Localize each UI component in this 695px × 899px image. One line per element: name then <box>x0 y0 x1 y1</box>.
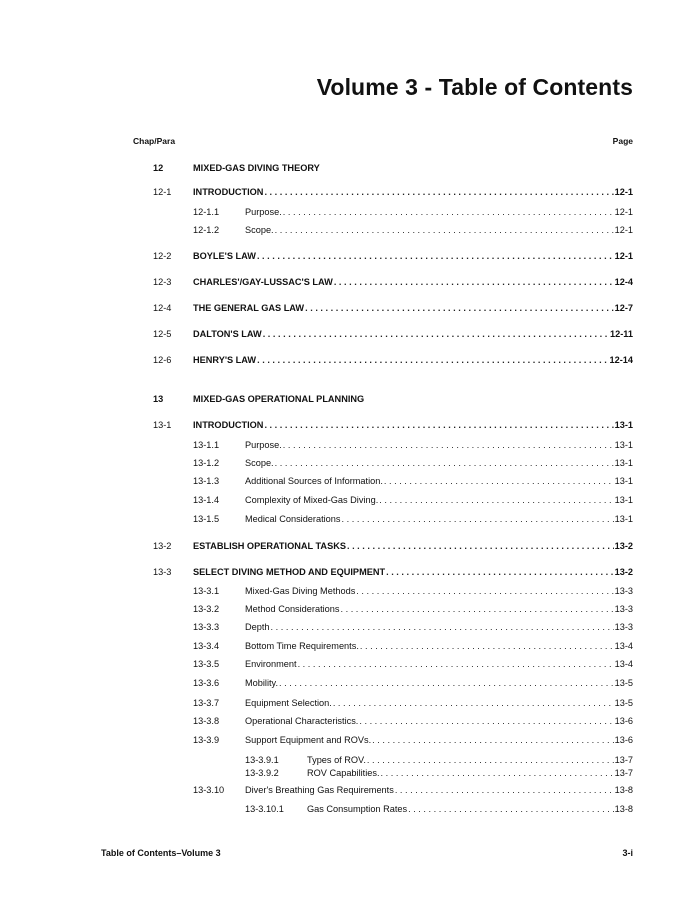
toc-entry-title: Environment <box>245 659 297 669</box>
toc-entry-title: Depth <box>245 622 270 632</box>
toc-number: 12-6 <box>153 355 172 365</box>
toc-entry[interactable] <box>193 419 633 431</box>
chapter-title: MIXED-GAS DIVING THEORY <box>193 163 320 173</box>
dot-leader <box>359 715 613 727</box>
dot-leader <box>408 803 614 815</box>
dot-leader <box>395 784 614 796</box>
toc-entry-title: Support Equipment and ROVs. <box>245 735 372 745</box>
dot-leader <box>372 734 613 746</box>
dot-leader <box>334 276 614 288</box>
toc-entry-title: Method Considerations <box>245 604 340 614</box>
toc-entry-title: INTRODUCTION <box>193 187 264 197</box>
dot-leader <box>275 457 614 469</box>
dot-leader <box>263 328 609 340</box>
toc-number: 13-3.2 <box>193 604 220 614</box>
toc-number: 12-2 <box>153 251 172 261</box>
toc-entry-title: Gas Consumption Rates <box>307 804 408 814</box>
toc-number: 13-3.8 <box>193 716 220 726</box>
toc-entry[interactable] <box>245 457 633 469</box>
toc-number: 13-3.10 <box>193 785 225 795</box>
toc-page-number: 13-8 <box>614 804 633 814</box>
toc-entry[interactable] <box>245 677 633 689</box>
toc-number: 13-1 <box>153 420 172 430</box>
toc-entry-title: ROV Capabilities. <box>307 768 380 778</box>
dot-leader <box>283 439 614 451</box>
dot-leader <box>275 224 614 236</box>
toc-page-number: 13-3 <box>614 604 633 614</box>
toc-entry-title: SELECT DIVING METHOD AND EQUIPMENT <box>193 567 386 577</box>
toc-entry[interactable] <box>193 250 633 262</box>
toc-entry[interactable] <box>307 767 633 779</box>
dot-leader <box>298 658 614 670</box>
toc-number: 13-3.9.1 <box>245 755 279 765</box>
toc-number: 13-3.9 <box>193 735 220 745</box>
toc-page-number: 13-7 <box>614 755 633 765</box>
column-header-chap-para: Chap/Para <box>133 136 176 146</box>
toc-number: 13-1.4 <box>193 495 220 505</box>
toc-number: 13-3.5 <box>193 659 220 669</box>
toc-entry[interactable] <box>245 621 633 633</box>
toc-entry-title: Mobility. <box>245 678 279 688</box>
toc-number: 13-1.5 <box>193 514 220 524</box>
toc-page-number: 12-11 <box>610 329 633 339</box>
toc-entry[interactable] <box>245 206 633 218</box>
toc-number: 12-4 <box>153 303 172 313</box>
dot-leader <box>360 640 614 652</box>
toc-entry[interactable] <box>245 640 633 652</box>
dot-leader <box>386 566 614 578</box>
toc-page-number: 13-1 <box>614 440 633 450</box>
toc-page-number: 13-5 <box>614 698 633 708</box>
toc-entry[interactable] <box>245 697 633 709</box>
toc-entry-title: CHARLES'/GAY-LUSSAC'S LAW <box>193 277 333 287</box>
toc-page-number: 13-1 <box>614 514 633 524</box>
toc-entry-title: DALTON'S LAW <box>193 329 262 339</box>
toc-number: 13-3 <box>153 567 172 577</box>
toc-entry[interactable] <box>245 734 633 746</box>
toc-entry-title: Purpose. <box>245 207 282 217</box>
toc-number: 12-1.1 <box>193 207 220 217</box>
dot-leader <box>342 513 614 525</box>
toc-entry[interactable] <box>245 224 633 236</box>
dot-leader <box>305 302 614 314</box>
dot-leader <box>356 585 613 597</box>
toc-entry-title: BOYLE'S LAW <box>193 251 256 261</box>
toc-entry[interactable] <box>193 328 633 340</box>
toc-entry[interactable] <box>245 494 633 506</box>
toc-entry[interactable] <box>245 513 633 525</box>
chapter-title: MIXED-GAS OPERATIONAL PLANNING <box>193 394 365 404</box>
toc-number: 13-1.2 <box>193 458 220 468</box>
toc-entry[interactable] <box>193 302 633 314</box>
toc-entry[interactable] <box>245 439 633 451</box>
toc-entry-title: Scope. <box>245 458 274 468</box>
toc-page-number: 12-1 <box>614 251 633 261</box>
toc-page-number: 13-1 <box>614 495 633 505</box>
toc-page-number: 13-5 <box>614 678 633 688</box>
toc-number: 13-3.4 <box>193 641 220 651</box>
toc-entry[interactable] <box>193 566 633 578</box>
toc-entry[interactable] <box>245 475 633 487</box>
dot-leader <box>257 354 608 366</box>
dot-leader <box>283 206 614 218</box>
dot-leader <box>264 419 613 431</box>
toc-page-number: 13-3 <box>614 622 633 632</box>
toc-page-number: 13-4 <box>614 659 633 669</box>
footer-page-number: 3-i <box>622 848 633 858</box>
toc-page-number: 13-1 <box>614 476 633 486</box>
footer-title: Table of Contents–Volume 3 <box>101 848 221 858</box>
dot-leader <box>333 697 614 709</box>
toc-entry-title: Bottom Time Requirements. <box>245 641 359 651</box>
column-header-page: Page <box>612 136 633 146</box>
toc-entry-title: Types of ROV. <box>307 755 366 765</box>
toc-entry[interactable] <box>193 186 633 198</box>
toc-entry-title: THE GENERAL GAS LAW <box>193 303 305 313</box>
toc-entry-title: Scope. <box>245 225 274 235</box>
toc-page-number: 13-1 <box>614 420 633 430</box>
toc-page-number: 13-1 <box>614 458 633 468</box>
toc-page-number: 12-7 <box>614 303 633 313</box>
dot-leader <box>384 475 614 487</box>
toc-entry[interactable] <box>245 603 633 615</box>
toc-entry-title: Equipment Selection. <box>245 698 332 708</box>
toc-page-number: 13-7 <box>614 768 633 778</box>
toc-number: 13-3.7 <box>193 698 220 708</box>
toc-number: 12-1 <box>153 187 172 197</box>
dot-leader <box>264 186 613 198</box>
toc-page-number: 13-6 <box>614 716 633 726</box>
toc-entry-title: HENRY'S LAW <box>193 355 257 365</box>
toc-number: 13-3.6 <box>193 678 220 688</box>
toc-page-number: 13-2 <box>614 567 633 577</box>
toc-page-number: 12-1 <box>614 207 633 217</box>
dot-leader <box>381 767 614 779</box>
toc-number: 13-3.9.2 <box>245 768 279 778</box>
toc-entry-title: Operational Characteristics. <box>245 716 359 726</box>
toc-entry-title: Complexity of Mixed-Gas Diving. <box>245 495 379 505</box>
dot-leader <box>367 754 614 766</box>
toc-number: 12-5 <box>153 329 172 339</box>
toc-entry[interactable] <box>245 585 633 597</box>
dot-leader <box>379 494 613 506</box>
toc-number: 13-3.1 <box>193 586 220 596</box>
toc-entry-title: Purpose. <box>245 440 282 450</box>
toc-entry-title: Mixed-Gas Diving Methods <box>245 586 356 596</box>
toc-number: 13-1.3 <box>193 476 220 486</box>
toc-entry[interactable] <box>193 276 633 288</box>
dot-leader <box>279 677 614 689</box>
toc-entry-title: ESTABLISH OPERATIONAL TASKS <box>193 541 346 551</box>
page-title: Volume 3 - Table of Contents <box>316 74 633 100</box>
toc-entry-title: Diver's Breathing Gas Requirements <box>245 785 394 795</box>
toc-number: 13-3.10.1 <box>245 804 284 814</box>
toc-number: 12-3 <box>153 277 172 287</box>
toc-page-number: 13-2 <box>614 541 633 551</box>
toc-number: 13-1.1 <box>193 440 220 450</box>
toc-number: 13 <box>153 394 164 404</box>
toc-entry[interactable] <box>307 754 633 766</box>
dot-leader <box>347 540 614 552</box>
toc-entry[interactable] <box>245 784 633 796</box>
toc-entry-title: Additional Sources of Information. <box>245 476 383 486</box>
toc-number: 12 <box>153 163 164 173</box>
toc-number: 13-3.3 <box>193 622 220 632</box>
toc-entry[interactable] <box>193 540 633 552</box>
toc-page-number: 13-3 <box>614 586 633 596</box>
toc-number: 12-1.2 <box>193 225 220 235</box>
toc-page-number: 12-1 <box>614 187 633 197</box>
toc-page-number: 12-14 <box>609 355 633 365</box>
toc-page-number: 12-4 <box>614 277 633 287</box>
toc-entry-title: Medical Considerations <box>245 514 341 524</box>
toc-number: 13-2 <box>153 541 172 551</box>
toc-entry[interactable] <box>193 354 633 366</box>
toc-entry-title: INTRODUCTION <box>193 420 264 430</box>
toc-entry[interactable] <box>245 658 633 670</box>
dot-leader <box>271 621 614 633</box>
toc-page-number: 13-8 <box>614 785 633 795</box>
toc-entry[interactable] <box>307 803 633 815</box>
toc-page-number: 13-4 <box>614 641 633 651</box>
dot-leader <box>257 250 614 262</box>
dot-leader <box>340 603 613 615</box>
toc-page-number: 12-1 <box>614 225 633 235</box>
toc-page-number: 13-6 <box>614 735 633 745</box>
toc-entry[interactable] <box>245 715 633 727</box>
